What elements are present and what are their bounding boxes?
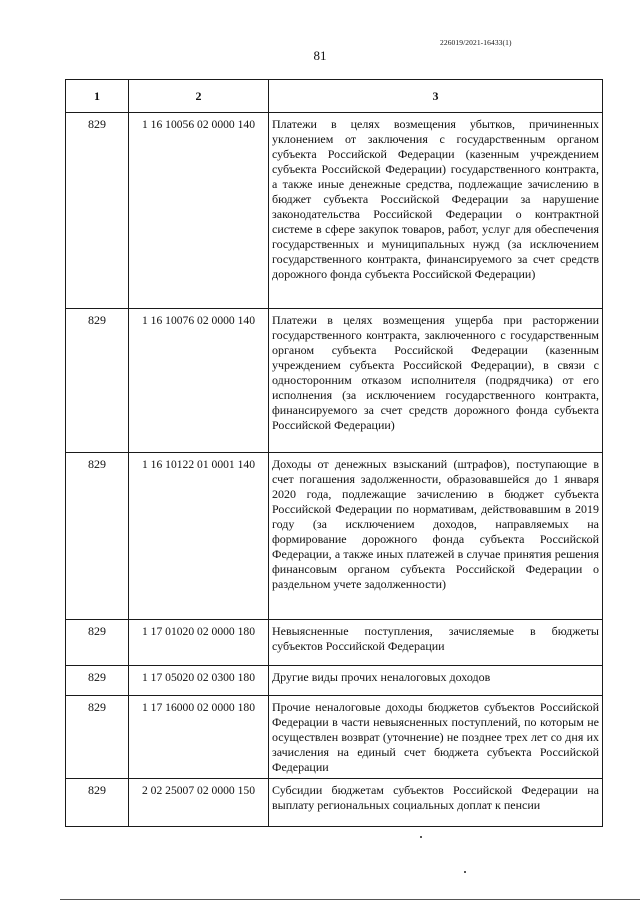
table-row	[66, 779, 603, 827]
budget-code-cell: 1 17 05020 02 0300 180	[129, 666, 269, 696]
description-cell: Другие виды прочих неналоговых доходов	[269, 666, 603, 696]
description-cell: Платежи в целях возмещения убытков, причиненных уклонением от заключения с государственным органом субъекта Российской Федерации (казенным учреждением субъекта Российской Федерации) государственного контракта, а также иные денежные средства, подлежащие зачислению в бюджет субъекта Российской Федерации за нарушение законодательства Российской Федерации о контрактной системе в сфере закупок товаров, работ, услуг для обеспечения государственных и муниципальных нужд (за исключением государственного контракта, финансируемого за счет средств дорожного фонда субъекта Российской Федерации)	[269, 113, 603, 309]
admin-code-cell: 829	[66, 696, 129, 779]
page-number: 81	[313, 48, 327, 63]
budget-code-cell: 1 17 01020 02 0000 180	[129, 620, 269, 666]
table-row	[66, 453, 603, 620]
admin-code-cell: 829	[66, 453, 129, 620]
table-row	[66, 666, 603, 696]
revenue-codes-table	[65, 79, 603, 827]
scan-edge-line	[60, 899, 640, 900]
description-cell: Субсидии бюджетам субъектов Российской Федерации на выплату региональных социальных доплат к пенсии	[269, 779, 603, 827]
budget-code-cell: 1 16 10076 02 0000 140	[129, 309, 269, 453]
budget-code-cell: 1 16 10056 02 0000 140	[129, 113, 269, 309]
table-row	[66, 620, 603, 666]
column-header-1: 1	[66, 80, 129, 113]
admin-code-cell: 829	[66, 620, 129, 666]
column-header-3: 3	[269, 80, 603, 113]
admin-code-cell: 829	[66, 113, 129, 309]
admin-code-cell: 829	[66, 779, 129, 827]
budget-code-cell: 1 17 16000 02 0000 180	[129, 696, 269, 779]
budget-code-cell: 1 16 10122 01 0001 140	[129, 453, 269, 620]
table-row	[66, 696, 603, 779]
table-row	[66, 309, 603, 453]
table-header-row	[66, 80, 603, 113]
scan-speck	[464, 871, 466, 873]
description-cell: Доходы от денежных взысканий (штрафов), поступающие в счет погашения задолженности, образовавшейся до 1 января 2020 года, подлежащие зачислению в бюджет субъекта Российской Федерации по нормативам, действовавшим в 2019 году (за исключением доходов, направляемых на формирование дорожного фонда субъекта Российской Федерации, а также иных платежей в случае принятия решения финансовым органом субъекта Российской Федерации о раздельном учете задолженности)	[269, 453, 603, 620]
description-cell: Платежи в целях возмещения ущерба при расторжении государственного контракта, заключенного с государственным органом субъекта Российской Федерации (казенным учреждением субъекта Российской Федерации), в связи с односторонним отказом исполнителя (подрядчика) от его исполнения (за исключением государственного контракта, финансируемого за счет средств дорожного фонда субъекта Российской Федерации)	[269, 309, 603, 453]
description-cell: Невыясненные поступления, зачисляемые в бюджеты субъектов Российской Федерации	[269, 620, 603, 666]
scan-speck	[420, 836, 422, 838]
admin-code-cell: 829	[66, 309, 129, 453]
table-row	[66, 113, 603, 309]
document-registration-number: 226019/2021-16433(1)	[440, 38, 512, 47]
description-cell: Прочие неналоговые доходы бюджетов субъектов Российской Федерации в части невыясненных поступлений, по которым не осуществлен возврат (уточнение) не позднее трех лет со дня их зачисления на единый счет бюджета субъекта Российской Федерации	[269, 696, 603, 779]
budget-code-cell: 2 02 25007 02 0000 150	[129, 779, 269, 827]
admin-code-cell: 829	[66, 666, 129, 696]
column-header-2: 2	[129, 80, 269, 113]
